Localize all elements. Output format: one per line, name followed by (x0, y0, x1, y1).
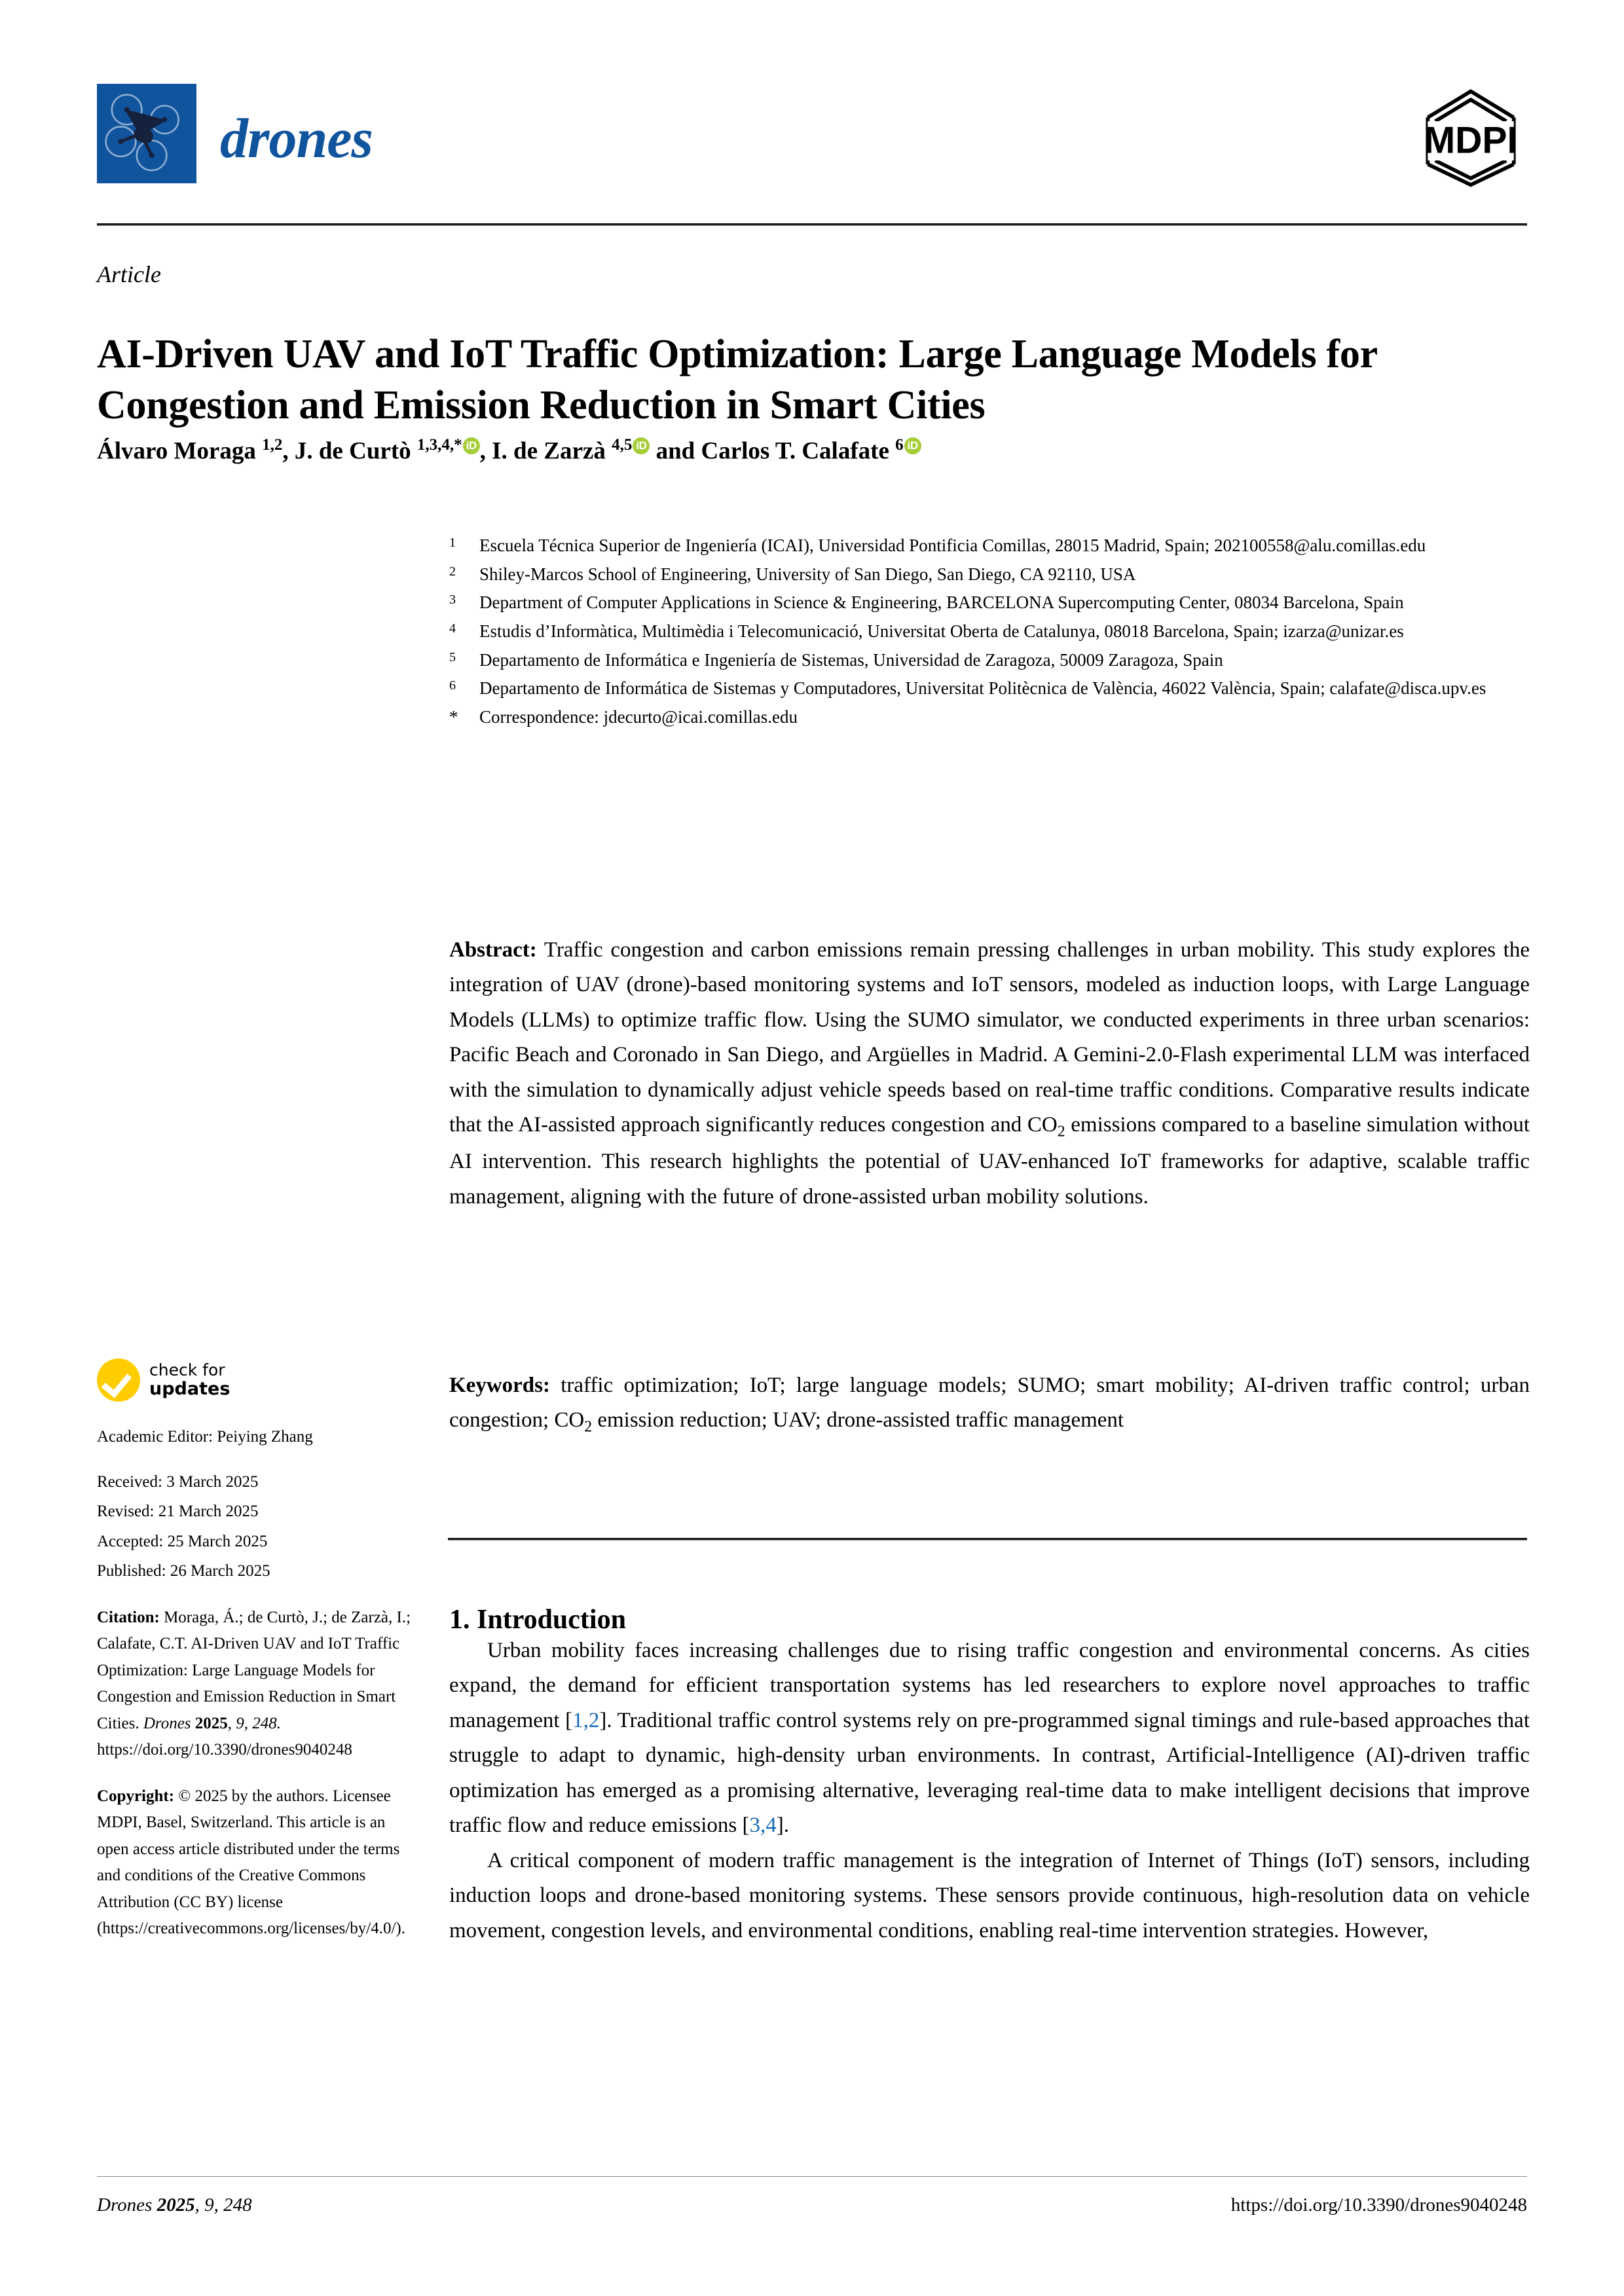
keywords-block (449, 1368, 1530, 1440)
keywords-text-part1: traffic optimization; IoT; large language models; SUMO; smart mobility; AI-driven traffic control; urban congestion; CO (449, 1374, 1530, 1432)
affiliation-row (449, 532, 1530, 560)
check-for-updates-line1: check for (149, 1360, 225, 1379)
affiliation-text: Correspondence: jdecurto@icai.comillas.edu (479, 706, 798, 727)
publication-date: Published: 26 March 2025 (97, 1562, 270, 1580)
mdpi-logo (1414, 84, 1527, 189)
body-paragraph: A critical component of modern traffic management is the integration of Internet of Things (IoT) sensors, including induction loops and drone-based monitoring systems. These sensors provide continuous, high-resolution data on vehicle movement, congestion levels, and environmental conditions, enabling real-time intervention strategies. However, (449, 1848, 1530, 1942)
footer-journal-name: Drones (97, 2195, 153, 2215)
abstract-divider (448, 1538, 1527, 1540)
affiliation-text: Department of Computer Applications in Science & Engineering, BARCELONA Supercomputing Center, 08034 Barcelona, Spain (479, 592, 1404, 613)
citation-doi[interactable]: https://doi.org/10.3390/drones9040248 (97, 1741, 352, 1758)
checkmark-icon (97, 1358, 140, 1402)
footer-doi-link[interactable]: https://doi.org/10.3390/drones9040248 (1230, 2195, 1527, 2215)
affiliation-marker: 5 (449, 649, 456, 665)
metadata-sidebar (97, 1358, 411, 1942)
footer-divider (97, 2176, 1527, 2177)
author-affiliation-marker: 1,3,4,* (416, 436, 462, 454)
affiliation-text: Departamento de Informática e Ingeniería de Sistemas, Universidad de Zaragoza, 50009 Zaragoza, Spain (479, 649, 1223, 670)
abstract-label: Abstract: (449, 938, 537, 962)
citation-reference-link[interactable]: 1,2 (572, 1708, 600, 1732)
affiliation-text: Departamento de Informática de Sistemas y Computadores, Universitat Politècnica de València, 46022 València, Spain; calafate@disca.upv.es (479, 678, 1486, 699)
drone-quadcopter-logo (97, 84, 196, 183)
author-name: Álvaro Moraga (97, 437, 263, 465)
affiliation-row (449, 703, 1530, 731)
check-for-updates-line2: updates (149, 1378, 231, 1399)
copyright-text: © 2025 by the authors. Licensee MDPI, Basel, Switzerland. This article is an open access article distributed under the terms and conditions of the Creative Commons Attribution (CC BY) license (https://creativecommons.org/licenses/by/4.0/). (97, 1787, 405, 1937)
affiliations-block (449, 532, 1530, 732)
page-header (97, 84, 1527, 195)
abstract-co2-subscript: 2 (1057, 1123, 1065, 1140)
abstract-block (449, 933, 1530, 1214)
copyright-label: Copyright: (97, 1787, 175, 1805)
citation-journal: Drones (143, 1714, 191, 1732)
publication-date: Revised: 21 March 2025 (97, 1503, 259, 1520)
affiliation-row (449, 617, 1530, 646)
affiliation-text: Estudis d’Informàtica, Multimèdia i Telecomunicació, Universitat Oberta de Catalunya, 08018 Barcelona, Spain; izarza@unizar.es (479, 621, 1404, 641)
citation-year: 2025 (191, 1714, 228, 1732)
copyright-block (97, 1783, 411, 1942)
affiliation-marker: * (449, 706, 458, 727)
author-name: I. de Zarzà (492, 437, 612, 465)
journal-title: drones (220, 107, 373, 170)
affiliation-marker: 2 (449, 564, 456, 579)
affiliation-marker: 6 (449, 678, 456, 693)
footer-year: 2025 (152, 2195, 195, 2215)
section-heading-introduction: 1. Introduction (449, 1604, 626, 1635)
publication-dates (97, 1469, 411, 1585)
publication-date: Accepted: 25 March 2025 (97, 1532, 268, 1550)
page-title: AI-Driven UAV and IoT Traffic Optimization: Large Language Models for Congestion and Emission Reduction in Smart Cities (97, 331, 1377, 428)
keywords-label: Keywords: (449, 1374, 550, 1397)
check-for-updates-label (149, 1361, 230, 1399)
author-affiliation-marker: 1,2 (262, 436, 283, 454)
affiliation-text: Shiley-Marcos School of Engineering, University of San Diego, San Diego, CA 92110, USA (479, 564, 1136, 584)
journal-brand (97, 84, 373, 183)
author-list: Álvaro Moraga $^{1,2}$, J. de Curtò $^{1,3,4,*}$ iD , I. de Zarzà $^{4,5}$ iD and Carlos T. Calafate $^6$ iD (97, 433, 1531, 468)
affiliation-row (449, 589, 1530, 617)
body-paragraph: Urban mobility faces increasing challenges due to rising traffic congestion and environmental concerns. As cities expand, the demand for efficient transportation systems has led researchers to explore novel approaches to traffic management [1,2]. Traditional traffic control systems rely on pre-programmed signal timings and rule-based approaches that struggle to adapt to dynamic, high-density urban environments. In contrast, Artificial-Intelligence (AI)-driven traffic optimization has emerged as a promising alternative, leveraging real-time data to make intelligent decisions that improve traffic flow and reduce emissions [3,4]. (449, 1639, 1530, 1838)
affiliation-row (449, 646, 1530, 674)
publication-date: Received: 3 March 2025 (97, 1472, 259, 1491)
author-name: Carlos T. Calafate (701, 437, 896, 465)
mdpi-logo-text: MDPI (1424, 119, 1518, 162)
citation-label: Citation: (97, 1608, 160, 1626)
orcid-icon[interactable]: iD (463, 437, 480, 454)
academic-editor: Academic Editor: Peiying Zhang (97, 1428, 313, 1446)
citation-reference-link[interactable]: 3,4 (749, 1813, 777, 1838)
abstract-text-part2: emissions compared to a baseline simulation without AI intervention. This research highlights the potential of UAV-enhanced IoT frameworks for adaptive, scalable traffic management, aligning with the future of drone-assisted urban mobility solutions. (449, 1113, 1530, 1209)
orcid-icon[interactable]: iD (904, 437, 921, 454)
introduction-body (449, 1633, 1530, 1948)
author-affiliation-marker: 6 (895, 436, 904, 454)
check-for-updates-badge[interactable] (97, 1358, 411, 1402)
header-divider (97, 223, 1527, 226)
citation-block (97, 1605, 411, 1764)
author-affiliation-marker: 4,5 (612, 436, 633, 454)
citation-volume-page: , 9, 248. (227, 1714, 282, 1732)
affiliation-row (449, 674, 1530, 702)
footer-volume-page: , 9, 248 (194, 2195, 252, 2215)
affiliation-marker: 4 (449, 621, 456, 636)
article-type-label: Article (97, 261, 161, 287)
affiliation-marker: 1 (449, 536, 456, 550)
footer-citation (97, 2195, 252, 2216)
author-name: J. de Curtò (294, 437, 417, 465)
orcid-icon[interactable]: iD (633, 437, 650, 454)
keywords-text-part2: emission reduction; UAV; drone-assisted traffic management (592, 1408, 1124, 1432)
affiliation-text: Escuela Técnica Superior de Ingeniería (ICAI), Universidad Pontificia Comillas, 28015 Madrid, Spain; 202100558@alu.comillas.edu (479, 536, 1426, 555)
abstract-text-part1: Traffic congestion and carbon emissions remain pressing challenges in urban mobility. This study explores the integration of UAV (drone)-based monitoring systems and IoT sensors, modeled as induction loops, with Large Language Models (LLMs) to optimize traffic flow. Using the SUMO simulator, we conducted experiments in three urban scenarios: Pacific Beach and Coronado in San Diego, and Argüelles in Madrid. A Gemini-2.0-Flash experimental LLM was interfaced with the simulation to dynamically adjust vehicle speeds based on real-time traffic conditions. Comparative results indicate that the AI-assisted approach significantly reduces congestion and CO (449, 938, 1530, 1137)
affiliation-row (449, 560, 1530, 589)
citation-text: Moraga, Á.; de Curtò, J.; de Zarzà, I.; Calafate, C.T. AI-Driven UAV and IoT Traffic Optimization: Large Language Models for Congestion and Emission Reduction in Smart Cities. (97, 1608, 411, 1732)
keywords-co2-subscript: 2 (584, 1419, 593, 1436)
affiliation-marker: 3 (449, 592, 456, 608)
